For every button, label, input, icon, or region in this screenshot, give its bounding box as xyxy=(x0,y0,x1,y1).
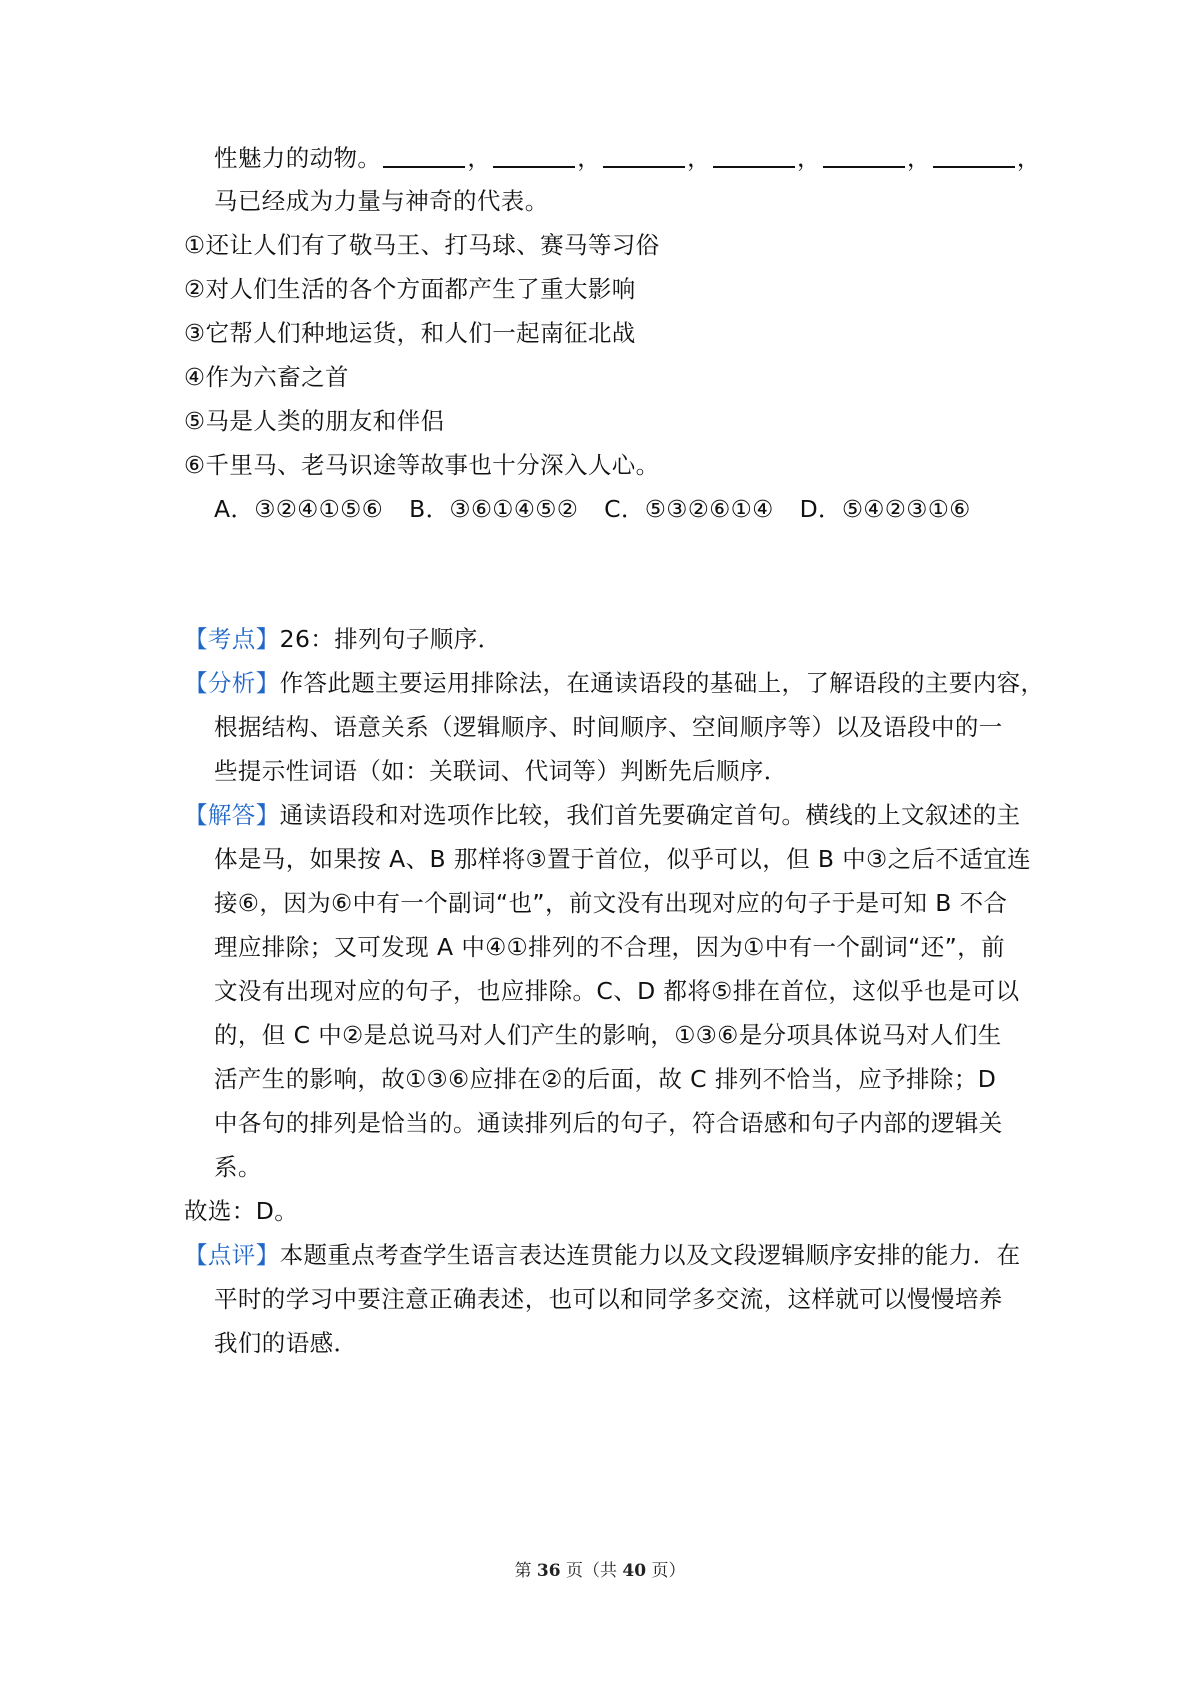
jieda-line-2: 体是马，如果按 A、B 那样将③置于首位，似乎可以，但 B 中③之后不适宜连 xyxy=(214,845,1032,873)
current-page: 36 xyxy=(536,1561,561,1581)
stem-prefix: 性魅力的动物。 xyxy=(214,144,382,172)
footer-middle: 页（共 xyxy=(560,1561,623,1581)
kaodian-tag: 【考点】 xyxy=(184,625,280,653)
options-row xyxy=(214,494,989,524)
fenxi-line-2: 根据结构、语意关系（逻辑顺序、时间顺序、空间顺序等）以及语段中的一 xyxy=(214,713,1003,741)
separator: ， xyxy=(797,144,821,172)
fenxi-text: 作答此题主要运用排除法，在通读语段的基础上，了解语段的主要内容， xyxy=(279,669,1045,697)
dianping-line-1 xyxy=(184,1240,1021,1270)
blank-4[interactable] xyxy=(713,142,795,168)
dianping-text: 本题重点考查学生语言表达连贯能力以及文段逻辑顺序安排的能力．在 xyxy=(279,1241,1021,1269)
jieda-line-4: 理应排除；又可发现 A 中④①排列的不合理，因为①中有一个副词“还”，前 xyxy=(214,933,1005,961)
blank-5[interactable] xyxy=(823,142,905,168)
separator: ， xyxy=(467,144,492,172)
jieda-line-3: 接⑥，因为⑥中有一个副词“也”，前文没有出现对应的句子于是可知 B 不合 xyxy=(214,889,1008,917)
option-c[interactable]: C．⑤③②⑥①④ xyxy=(604,495,774,523)
jieda-line-8: 中各句的排列是恰当的。通读排列后的句子，符合语感和句子内部的逻辑关 xyxy=(214,1109,1003,1137)
fenxi-tag: 【分析】 xyxy=(184,669,280,697)
fenxi-line-3: 些提示性词语（如：关联词、代词等）判断先后顺序． xyxy=(214,757,788,785)
separator: ， xyxy=(577,144,602,172)
footer-suffix: 页） xyxy=(646,1561,686,1581)
kaodian-text: 26：排列句子顺序． xyxy=(279,625,502,653)
blank-6[interactable] xyxy=(933,142,1015,168)
separator: ， xyxy=(1016,144,1041,172)
jieda-tag: 【解答】 xyxy=(184,801,280,829)
jieda-line-7: 活产生的影响，故①③⑥应排在②的后面，故 C 排列不恰当，应予排除；D xyxy=(214,1065,997,1093)
sentence-5: ⑤马是人类的朋友和伴侣 xyxy=(184,407,445,435)
separator: ， xyxy=(906,144,931,172)
footer-prefix: 第 xyxy=(514,1561,537,1581)
stem-line-2: 马已经成为力量与神奇的代表。 xyxy=(214,187,549,215)
jieda-line-5: 文没有出现对应的句子，也应排除。C、D 都将⑤排在首位，这似乎也是可以 xyxy=(214,977,1020,1005)
sentence-4: ④作为六畜之首 xyxy=(184,363,349,391)
sentence-6: ⑥千里马、老马识途等故事也十分深入人心。 xyxy=(184,451,660,479)
page-footer xyxy=(0,1556,1200,1581)
fenxi-line-1 xyxy=(184,668,1044,698)
dianping-tag: 【点评】 xyxy=(184,1241,280,1269)
stem-line-1 xyxy=(214,142,1041,173)
dianping-line-2: 平时的学习中要注意正确表述，也可以和同学多交流，这样就可以慢慢培养 xyxy=(214,1285,1003,1313)
dianping-line-3: 我们的语感． xyxy=(214,1329,358,1357)
option-d[interactable]: D．⑤④②③①⑥ xyxy=(799,495,971,523)
blank-2[interactable] xyxy=(493,142,575,168)
blank-1[interactable] xyxy=(383,142,465,168)
jieda-line-6: 的，但 C 中②是总说马对人们产生的影响，①③⑥是分项具体说马对人们生 xyxy=(214,1021,1002,1049)
option-b[interactable]: B．③⑥①④⑤② xyxy=(409,495,579,523)
jieda-line-1 xyxy=(184,800,1021,830)
option-a[interactable]: A．③②④①⑤⑥ xyxy=(214,495,384,523)
sentence-1: ①还让人们有了敬马王、打马球、赛马等习俗 xyxy=(184,231,660,259)
jieda-text: 通读语段和对选项作比较，我们首先要确定首句。横线的上文叙述的主 xyxy=(279,801,1021,829)
separator: ， xyxy=(687,144,712,172)
jieda-line-9: 系。 xyxy=(214,1153,262,1181)
blank-3[interactable] xyxy=(603,142,685,168)
kaodian-line xyxy=(184,624,502,654)
total-pages: 40 xyxy=(622,1561,647,1581)
sentence-3: ③它帮人们种地运货，和人们一起南征北战 xyxy=(184,319,636,347)
answer-line: 故选：D。 xyxy=(184,1197,299,1225)
sentence-2: ②对人们生活的各个方面都产生了重大影响 xyxy=(184,275,636,303)
